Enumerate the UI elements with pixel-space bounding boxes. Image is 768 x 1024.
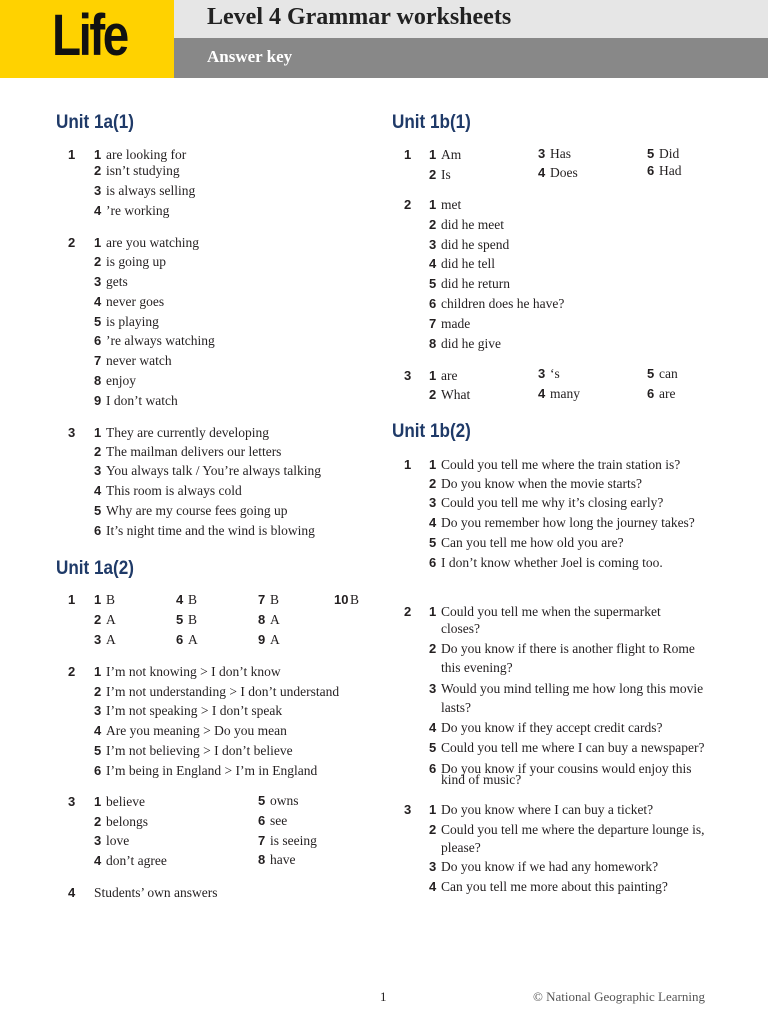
item-number: 4 bbox=[538, 386, 546, 401]
item-number: 6 bbox=[258, 813, 266, 828]
item-number: 7 bbox=[258, 833, 266, 848]
item-number: 6 bbox=[647, 163, 655, 178]
answer-text: B bbox=[106, 592, 116, 607]
item-number: 3 bbox=[429, 237, 437, 252]
subtitle-bar bbox=[174, 38, 768, 78]
item-number: 2 bbox=[94, 684, 102, 699]
answer-text: many bbox=[550, 386, 580, 401]
answer-text: They are currently developing bbox=[106, 425, 270, 440]
item-number: 2 bbox=[429, 217, 437, 232]
answer-text: did he meet bbox=[441, 217, 504, 232]
item-number: 1 bbox=[429, 147, 437, 162]
answer-text: Do you know if there is another flight to Rome bbox=[441, 641, 695, 656]
answer-text: I don’t know whether Joel is coming too. bbox=[441, 555, 663, 570]
item-number: 5 bbox=[647, 146, 655, 161]
answer-text: Would you mind telling me how long this movie bbox=[441, 681, 704, 696]
item-number: 2 bbox=[94, 163, 102, 178]
item-number: 7 bbox=[429, 316, 437, 331]
answer-text: A bbox=[188, 632, 198, 647]
item-number: 1 bbox=[429, 604, 437, 619]
item-number: 6 bbox=[94, 763, 102, 778]
answer-text: is playing bbox=[106, 314, 159, 329]
item-number: 6 bbox=[94, 523, 102, 538]
exercise-number: 3 bbox=[404, 802, 412, 817]
answer-text-continued: this evening? bbox=[441, 660, 513, 675]
item-number: 3 bbox=[94, 703, 102, 718]
item-number: 3 bbox=[429, 681, 437, 696]
answer-text: is seeing bbox=[270, 833, 317, 848]
item-number: 1 bbox=[429, 457, 437, 472]
page-title: Level 4 Grammar worksheets bbox=[207, 4, 512, 30]
answer-text-continued: kind of music? bbox=[441, 772, 522, 787]
answer-text: Could you tell me where the departure lounge is, bbox=[441, 822, 705, 837]
item-number: 9 bbox=[94, 393, 102, 408]
answer-text: The mailman delivers our letters bbox=[106, 444, 282, 459]
answer-text: You always talk / You’re always talking bbox=[106, 463, 321, 478]
copyright-notice: © National Geographic Learning bbox=[533, 989, 705, 1004]
item-number: 8 bbox=[429, 336, 437, 351]
answer-text: are you watching bbox=[106, 235, 199, 250]
item-number: 2 bbox=[94, 612, 102, 627]
answer-text: A bbox=[270, 632, 280, 647]
item-number: 3 bbox=[538, 146, 546, 161]
answer-text-continued: closes? bbox=[441, 621, 480, 636]
answer-text: B bbox=[270, 592, 280, 607]
item-number: 1 bbox=[429, 368, 437, 383]
item-number: 7 bbox=[258, 592, 266, 607]
exercise-number: 1 bbox=[404, 147, 412, 162]
item-number: 4 bbox=[94, 294, 102, 309]
answer-text: believe bbox=[106, 794, 145, 809]
answer-text: Students’ own answers bbox=[94, 885, 218, 900]
life-logo bbox=[0, 0, 174, 78]
item-number: 3 bbox=[94, 274, 102, 289]
answer-text: can bbox=[659, 366, 678, 381]
item-number: 5 bbox=[94, 503, 102, 518]
answer-text: Do you know if your cousins would enjoy this bbox=[441, 761, 692, 776]
item-number: 4 bbox=[94, 483, 102, 498]
answer-text: are looking for bbox=[106, 147, 187, 162]
answer-text: Can you tell me how old you are? bbox=[441, 535, 624, 550]
answer-text: Do you remember how long the journey takes? bbox=[441, 515, 695, 530]
item-number: 4 bbox=[429, 879, 437, 894]
answer-text: What bbox=[441, 387, 471, 402]
unit-heading-1b2: Unit 1b(2) bbox=[392, 421, 471, 442]
item-number: 1 bbox=[94, 664, 102, 679]
answer-text: I’m not speaking > I don’t speak bbox=[106, 703, 283, 718]
answer-text: ’re always watching bbox=[106, 333, 215, 348]
answer-text: Am bbox=[441, 147, 462, 162]
exercise-number: 2 bbox=[404, 604, 412, 619]
item-number: 3 bbox=[94, 463, 102, 478]
item-number: 5 bbox=[429, 740, 437, 755]
answer-text: Do you know if they accept credit cards? bbox=[441, 720, 663, 735]
item-number: 4 bbox=[429, 256, 437, 271]
item-number: 1 bbox=[94, 592, 102, 607]
item-number: 5 bbox=[429, 276, 437, 291]
answer-text: belongs bbox=[106, 814, 148, 829]
page-subtitle: Answer key bbox=[207, 47, 293, 66]
answer-text: B bbox=[188, 612, 198, 627]
answer-text: B bbox=[188, 592, 198, 607]
exercise-number: 2 bbox=[68, 664, 76, 679]
item-number: 5 bbox=[647, 366, 655, 381]
exercise-number: 3 bbox=[68, 794, 76, 809]
item-number: 4 bbox=[429, 515, 437, 530]
answer-text: Did bbox=[659, 146, 680, 161]
exercise-number: 4 bbox=[68, 885, 76, 900]
item-number: 8 bbox=[258, 852, 266, 867]
answer-text: Could you tell me where the train station is? bbox=[441, 457, 681, 472]
answer-text: Do you know when the movie starts? bbox=[441, 476, 642, 491]
answer-text: enjoy bbox=[106, 373, 136, 388]
exercise-number: 1 bbox=[68, 592, 76, 607]
item-number: 6 bbox=[429, 761, 437, 776]
answer-text: ’re working bbox=[106, 203, 170, 218]
item-number: 3 bbox=[429, 495, 437, 510]
item-number: 2 bbox=[94, 444, 102, 459]
item-number: 3 bbox=[94, 183, 102, 198]
item-number: 3 bbox=[538, 366, 546, 381]
answer-text: Could you tell me where I can buy a newspaper? bbox=[441, 740, 705, 755]
item-number: 1 bbox=[94, 425, 102, 440]
page-number: 1 bbox=[380, 989, 387, 1004]
item-number: 5 bbox=[429, 535, 437, 550]
answer-text: A bbox=[106, 612, 116, 627]
answer-text: I’m being in England > I’m in England bbox=[106, 763, 318, 778]
item-number: 4 bbox=[176, 592, 184, 607]
item-number: 8 bbox=[258, 612, 266, 627]
item-number: 4 bbox=[94, 853, 102, 868]
item-number: 2 bbox=[429, 387, 437, 402]
answer-text: B bbox=[350, 592, 360, 607]
title-bar bbox=[174, 0, 768, 38]
exercise-number: 1 bbox=[68, 147, 76, 162]
item-number: 5 bbox=[176, 612, 184, 627]
item-number: 3 bbox=[429, 859, 437, 874]
answer-text: did he tell bbox=[441, 256, 495, 271]
answer-text: I don’t watch bbox=[106, 393, 178, 408]
answer-text: Had bbox=[659, 163, 682, 178]
item-number: 6 bbox=[429, 296, 437, 311]
item-number: 4 bbox=[94, 723, 102, 738]
answer-text: did he spend bbox=[441, 237, 510, 252]
exercise-number: 1 bbox=[404, 457, 412, 472]
answer-text: A bbox=[270, 612, 280, 627]
item-number: 8 bbox=[94, 373, 102, 388]
item-number: 6 bbox=[647, 386, 655, 401]
answer-text: love bbox=[106, 833, 130, 848]
item-number: 1 bbox=[429, 197, 437, 212]
answer-text: owns bbox=[270, 793, 299, 808]
item-number: 4 bbox=[94, 203, 102, 218]
answer-text: Is bbox=[441, 167, 451, 182]
answer-text: Could you tell me why it’s closing early? bbox=[441, 495, 664, 510]
answer-text: have bbox=[270, 852, 296, 867]
answer-text: Are you meaning > Do you mean bbox=[106, 723, 287, 738]
exercise-number: 2 bbox=[404, 197, 412, 212]
exercise-number: 3 bbox=[404, 368, 412, 383]
unit-heading-1a2: Unit 1a(2) bbox=[56, 558, 134, 579]
answer-text: is going up bbox=[106, 254, 167, 269]
answer-text: did he give bbox=[441, 336, 501, 351]
answer-text: are bbox=[441, 368, 458, 383]
item-number: 1 bbox=[94, 794, 102, 809]
item-number: 5 bbox=[94, 743, 102, 758]
answer-text: children does he have? bbox=[441, 296, 565, 311]
item-number: 2 bbox=[429, 167, 437, 182]
answer-text: ‘s bbox=[550, 366, 560, 381]
item-number: 2 bbox=[429, 641, 437, 656]
item-number: 6 bbox=[176, 632, 184, 647]
answer-text: never watch bbox=[106, 353, 172, 368]
answer-text: It’s night time and the wind is blowing bbox=[106, 523, 315, 538]
item-number: 3 bbox=[94, 632, 102, 647]
answer-text: Why are my course fees going up bbox=[106, 503, 288, 518]
item-number: 7 bbox=[94, 353, 102, 368]
item-number: 3 bbox=[94, 833, 102, 848]
item-number: 5 bbox=[94, 314, 102, 329]
item-number: 4 bbox=[538, 165, 546, 180]
answer-text: gets bbox=[106, 274, 128, 289]
item-number: 2 bbox=[94, 254, 102, 269]
answer-text: Do you know if we had any homework? bbox=[441, 859, 659, 874]
item-number: 2 bbox=[429, 476, 437, 491]
answer-text: Can you tell me more about this painting? bbox=[441, 879, 668, 894]
unit-heading-1a1: Unit 1a(1) bbox=[56, 112, 134, 133]
item-number: 1 bbox=[429, 802, 437, 817]
answer-text: I’m not understanding > I don’t understand bbox=[106, 684, 340, 699]
unit-heading-1b1: Unit 1b(1) bbox=[392, 112, 471, 133]
answer-text: made bbox=[441, 316, 471, 331]
answer-text: A bbox=[106, 632, 116, 647]
item-number: 2 bbox=[94, 814, 102, 829]
answer-text: Could you tell me when the supermarket bbox=[441, 604, 661, 619]
answer-text: is always selling bbox=[106, 183, 196, 198]
answer-text: Has bbox=[550, 146, 571, 161]
exercise-number: 3 bbox=[68, 425, 76, 440]
answer-text: don’t agree bbox=[106, 853, 167, 868]
item-number: 6 bbox=[94, 333, 102, 348]
item-number: 6 bbox=[429, 555, 437, 570]
answer-text: met bbox=[441, 197, 462, 212]
item-number: 4 bbox=[429, 720, 437, 735]
answer-text: did he return bbox=[441, 276, 510, 291]
answer-text: isn’t studying bbox=[106, 163, 180, 178]
item-number: 1 bbox=[94, 147, 102, 162]
item-number: 2 bbox=[429, 822, 437, 837]
answer-text: I’m not knowing > I don’t know bbox=[106, 664, 281, 679]
answer-text: I’m not believing > I don’t believe bbox=[106, 743, 293, 758]
answer-text: This room is always cold bbox=[106, 483, 242, 498]
answer-text: see bbox=[270, 813, 288, 828]
exercise-number: 2 bbox=[68, 235, 76, 250]
item-number: 10 bbox=[334, 592, 349, 607]
answer-text: are bbox=[659, 386, 676, 401]
item-number: 5 bbox=[258, 793, 266, 808]
answer-text: never goes bbox=[106, 294, 165, 309]
answer-text-continued: lasts? bbox=[441, 700, 471, 715]
answer-text: Do you know where I can buy a ticket? bbox=[441, 802, 654, 817]
item-number: 1 bbox=[94, 235, 102, 250]
answer-text-continued: please? bbox=[441, 840, 481, 855]
answer-text: Does bbox=[550, 165, 578, 180]
logo-text: Life bbox=[52, 3, 127, 68]
item-number: 9 bbox=[258, 632, 266, 647]
